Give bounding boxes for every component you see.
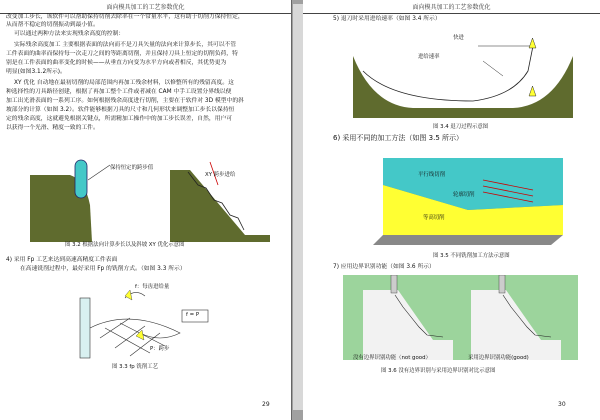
figure-3-3	[70, 278, 270, 368]
text-line: 别是在工件表面的曲率变化的时候——从垂直方向变为水平方向或者相反，其优势更为	[6, 60, 227, 66]
text-line: 明显(如图3.1.2所示)。	[6, 69, 66, 75]
figure-3-6	[343, 275, 578, 360]
left-page-header: 面向模具加工的工艺参数优化	[0, 3, 291, 14]
text-line: 改变加工步长，该软件可以帮助保持切削去除率在一个常量水平，这有助于切削力保持恒定，	[6, 14, 244, 20]
text-line: 加工出光滑表面的一系列工序。如何根据残余高度进行切削，主要在于软件对 3D 模型中的斜	[6, 98, 244, 104]
gutter-thumb	[293, 4, 303, 410]
right-page-number: 30	[558, 401, 566, 408]
text-line: XY 优化 自动地在最初切削的局部范围内再加工残余材料，以修整所有的残留高度。这	[14, 80, 234, 86]
fig34-label-feed: 进给速率	[418, 54, 440, 60]
text-line: 实际残余高度加工 主要根据表面的法向而不是刀具矢量的法向来计算步长，其可以不管	[14, 42, 237, 48]
right-page-header: 面向模具加工的工艺参数优化	[303, 3, 600, 14]
fig35-label-perp: 等高切削	[423, 215, 445, 221]
fig36-label-right: 采用边界识别功能(good)	[468, 355, 529, 361]
figure-3-5	[373, 150, 573, 248]
fig32-caption: 图 3.2 根据法向计算步长以及斜坡 XY 优化示意图	[65, 242, 185, 248]
fig35-label-contour: 轮廓切削	[453, 192, 475, 198]
text-line: 定的残余高度，这就避免根据关键点，所需精加工操作中的加工步长误差，自然，用户可	[6, 116, 233, 122]
fig35-caption: 图 3.5 不同铣削加工方法示意图	[433, 253, 510, 259]
fig33-caption: 图 3.3 fp 铣削工艺	[112, 364, 158, 370]
fig34-caption: 图 3.4 退刀过程示意图	[433, 124, 489, 130]
section4-heading: 4) 采用 Fp 工艺来达到高速高精度工件表面	[6, 257, 118, 263]
fig34-label-fast: 快进	[453, 35, 464, 41]
fig33-label-box: f = P	[186, 312, 200, 318]
fig36-label-left: 没有边界识别功能（not good）	[353, 355, 431, 361]
fig35-label-parallel: 平行线切削	[418, 172, 445, 178]
fig36-caption: 图 3.6 没有边界识别与采用边界识别对比示意图	[381, 368, 496, 374]
fig33-label-f: f：每齿进给量	[135, 284, 170, 290]
fig33-label-p: P：跨步	[150, 346, 170, 352]
text-line: 坡部分的计算（如图 3.2）。软件能够根据刀具的尺寸和几何形状来调整加工步长以保持恒	[6, 107, 235, 113]
fig32-label-b: XY 跨步进给	[205, 172, 236, 178]
section5-heading: 5) 退刀时采用进给速率（如图 3.4 所示）	[333, 16, 441, 22]
section6-heading: 6) 采用不同的加工方法（如图 3.5 所示）	[333, 134, 463, 142]
text-line: 从而帮不稳定的切削振动到最小值。	[6, 22, 99, 28]
section7-heading: 7) 应用边界识别功能（如图 3.6 所示）	[333, 264, 435, 270]
text-line: 种选择性的刀具路径创建，根据了再加工整个工件或者减在 CAM 中手工设置分界线以便	[6, 89, 232, 95]
text-line: 工件表面的曲率而保持每一次走刀之间的等距离切削，并且保持刀具上恒定的切削负荷，特	[6, 51, 238, 57]
left-page-number: 29	[262, 401, 270, 408]
fig32-label-a: 保持恒定的跨步值	[110, 165, 154, 171]
text-line: 可以通过两种方法来实现残余高度的控制：	[14, 31, 125, 37]
left-page	[0, 0, 291, 420]
right-page	[303, 0, 600, 420]
text-line: 以获得一个光滑、精度一致的工件。	[6, 125, 99, 131]
section4-line: 在高速铣削过程中，最好采用 Fp 的铣削方式。（如图 3.3 所示）	[20, 266, 186, 272]
